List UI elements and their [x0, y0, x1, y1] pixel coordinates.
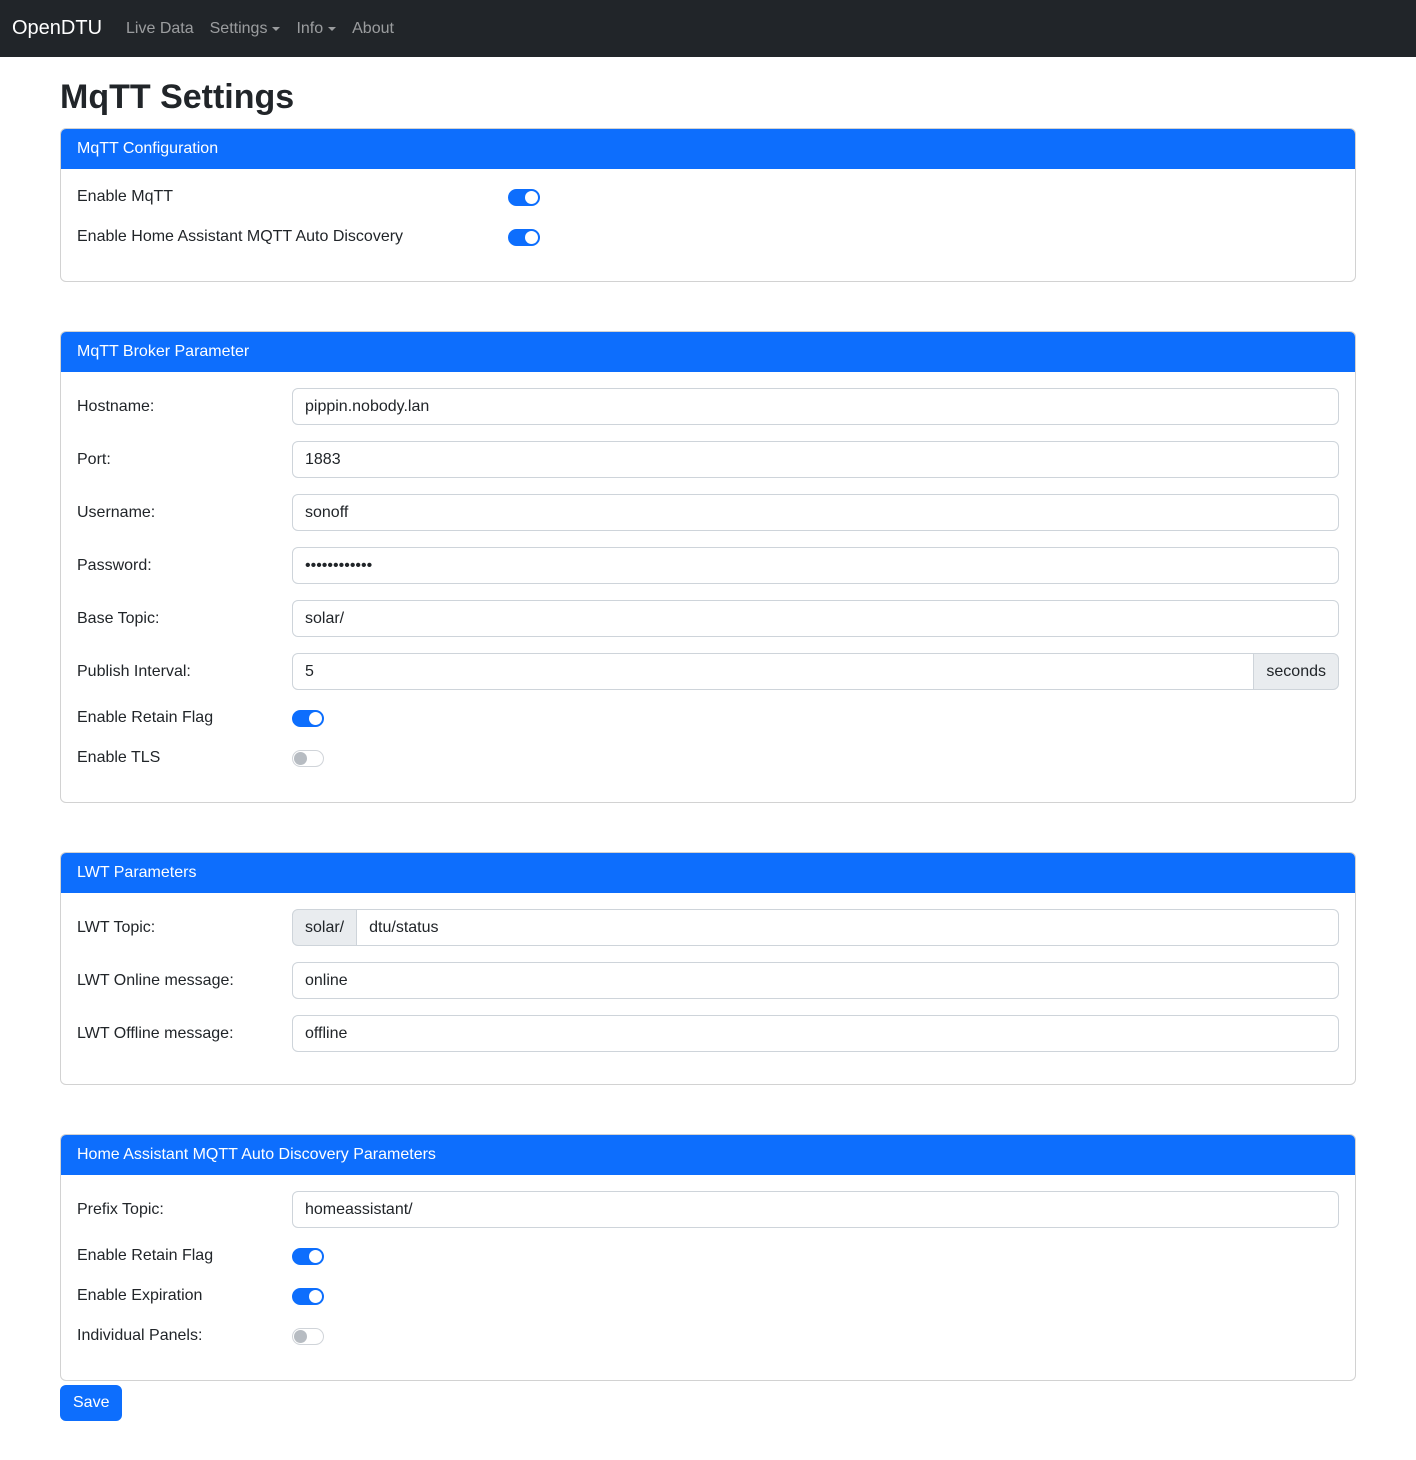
chevron-down-icon — [272, 27, 280, 31]
enable-mqtt-label: Enable MqTT — [77, 188, 174, 205]
enable-hass-discovery-toggle[interactable] — [508, 229, 540, 246]
username-label: Username: — [77, 503, 156, 521]
hostname-label: Hostname: — [77, 397, 155, 415]
publish-interval-input[interactable] — [292, 653, 1254, 690]
lwt-topic-input[interactable] — [356, 909, 1339, 946]
lwt-topic-prefix: solar/ — [292, 909, 357, 946]
enable-hass-discovery-row — [77, 225, 1339, 249]
nav-item-info[interactable] — [288, 12, 344, 46]
base-topic-row — [77, 600, 1339, 637]
enable-mqtt-toggle[interactable] — [508, 189, 540, 206]
enable-mqtt-row — [77, 185, 1339, 209]
broker-retain-row — [77, 706, 1339, 730]
card-mqtt-configuration-body — [61, 169, 1355, 281]
lwt-offline-label: LWT Offline message: — [77, 1024, 234, 1042]
nav-links — [118, 12, 402, 46]
enable-expiration-row — [77, 1284, 1339, 1308]
lwt-online-input[interactable] — [292, 962, 1339, 999]
prefix-topic-input[interactable] — [292, 1191, 1339, 1228]
individual-panels-label: Individual Panels: — [77, 1327, 203, 1344]
card-lwt-parameters — [60, 852, 1356, 1085]
card-mqtt-broker-parameter — [60, 331, 1356, 803]
card-lwt-parameters-header: LWT Parameters — [61, 853, 1355, 893]
nav-item-about[interactable]: About — [352, 19, 394, 37]
save-button[interactable]: Save — [60, 1385, 122, 1421]
hass-retain-label: Enable Retain Flag — [77, 1247, 214, 1264]
hostname-row — [77, 388, 1339, 425]
publish-interval-label: Publish Interval: — [77, 662, 191, 680]
enable-tls-toggle[interactable] — [292, 750, 324, 767]
nav-item-info-label: Info — [296, 19, 324, 37]
username-row — [77, 494, 1339, 531]
enable-hass-discovery-label: Enable Home Assistant MQTT Auto Discovery — [77, 228, 404, 245]
port-label: Port: — [77, 450, 111, 468]
enable-expiration-toggle[interactable] — [292, 1288, 324, 1305]
lwt-offline-input[interactable] — [292, 1015, 1339, 1052]
lwt-topic-label: LWT Topic: — [77, 918, 156, 936]
card-mqtt-configuration-header: MqTT Configuration — [61, 129, 1355, 169]
card-mqtt-broker-parameter-body — [61, 372, 1355, 802]
port-row — [77, 441, 1339, 478]
base-topic-input[interactable] — [292, 600, 1339, 637]
nav-item-live-data[interactable]: Live Data — [126, 19, 194, 37]
individual-panels-toggle[interactable] — [292, 1328, 324, 1345]
card-mqtt-configuration — [60, 128, 1356, 282]
card-lwt-parameters-body — [61, 893, 1355, 1084]
brand-opendtu[interactable]: OpenDTU — [12, 17, 103, 39]
lwt-online-label: LWT Online message: — [77, 971, 234, 989]
individual-panels-row — [77, 1324, 1339, 1348]
card-hass-discovery-parameters-body — [61, 1175, 1355, 1380]
chevron-down-icon — [328, 27, 336, 31]
prefix-topic-row — [77, 1191, 1339, 1228]
port-input[interactable] — [292, 441, 1339, 478]
card-mqtt-broker-parameter-header: MqTT Broker Parameter — [61, 332, 1355, 372]
card-hass-discovery-parameters — [60, 1134, 1356, 1381]
publish-interval-row — [77, 653, 1339, 690]
lwt-topic-row — [77, 909, 1339, 946]
hass-retain-row — [77, 1244, 1339, 1268]
enable-expiration-label: Enable Expiration — [77, 1287, 203, 1304]
nav-item-settings[interactable] — [202, 12, 289, 46]
username-input[interactable] — [292, 494, 1339, 531]
page-title: MqTT Settings — [60, 78, 295, 116]
password-label: Password: — [77, 556, 152, 574]
lwt-online-row — [77, 962, 1339, 999]
password-input[interactable] — [292, 547, 1339, 584]
hostname-input[interactable] — [292, 388, 1339, 425]
hass-retain-toggle[interactable] — [292, 1248, 324, 1265]
publish-interval-unit: seconds — [1253, 653, 1339, 690]
top-navbar — [0, 0, 1416, 57]
prefix-topic-label: Prefix Topic: — [77, 1200, 164, 1218]
password-row — [77, 547, 1339, 584]
enable-tls-label: Enable TLS — [77, 749, 161, 766]
enable-tls-row — [77, 746, 1339, 770]
nav-item-settings-label: Settings — [209, 19, 268, 37]
base-topic-label: Base Topic: — [77, 609, 160, 627]
lwt-offline-row — [77, 1015, 1339, 1052]
broker-retain-toggle[interactable] — [292, 710, 324, 727]
main-container — [48, 78, 1368, 1439]
card-hass-discovery-parameters-header: Home Assistant MQTT Auto Discovery Parameters — [61, 1135, 1355, 1175]
broker-retain-label: Enable Retain Flag — [77, 709, 214, 726]
